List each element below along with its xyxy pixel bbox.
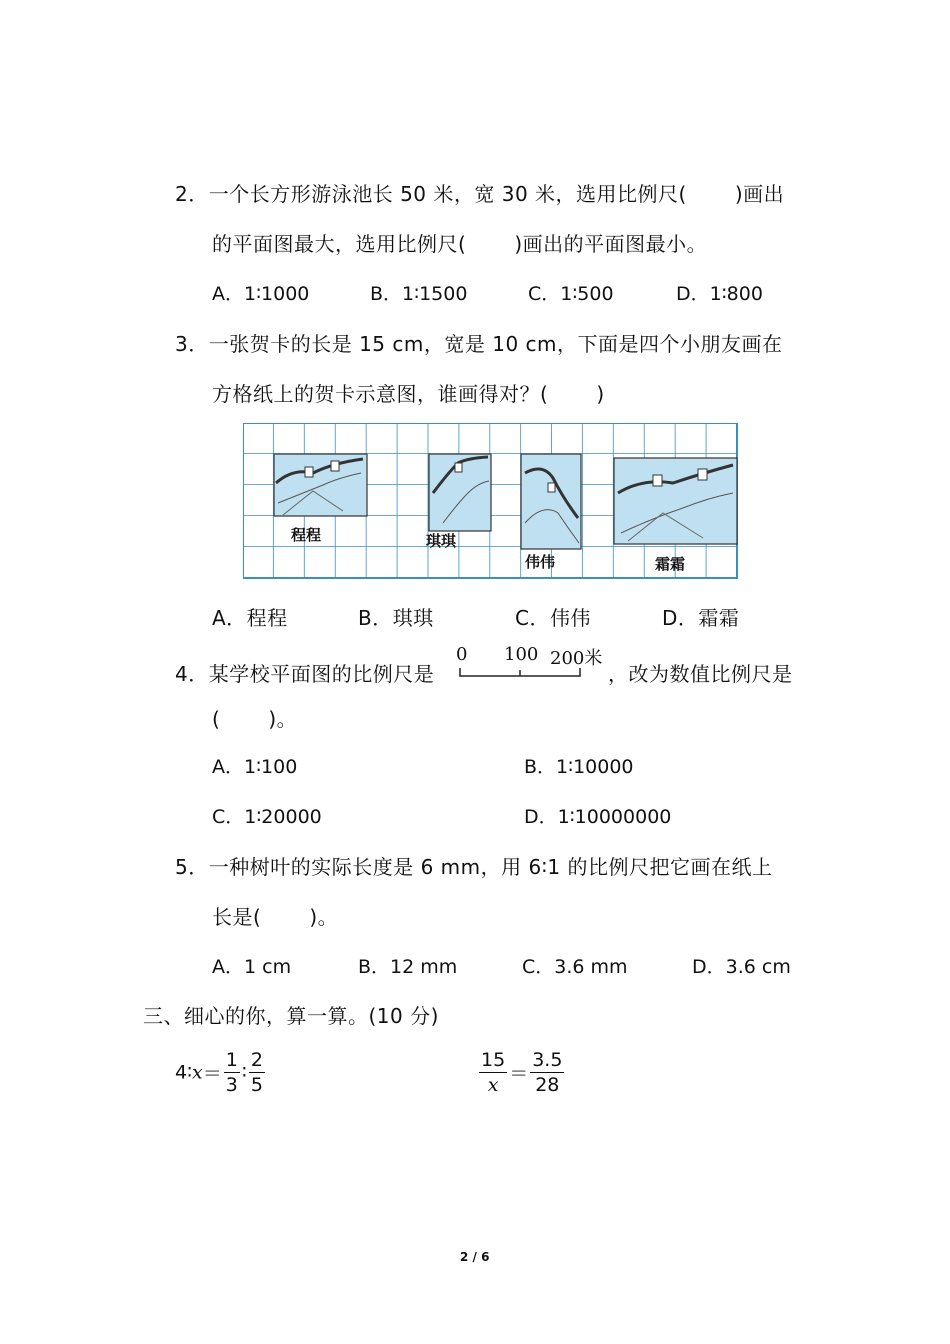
figure-label-weiwei: 伟伟 <box>525 553 556 571</box>
fraction-15-over-x: $\frac{15}{x}$ <box>481 1049 506 1096</box>
fraction-one-third: $\frac{1}{3}$ <box>225 1049 238 1096</box>
q5-option-c[interactable]: C．3.6 mm <box>522 956 628 978</box>
figure-label-qiqi: 琪琪 <box>426 532 457 550</box>
q2-line2: 的平面图最大，选用比例尺( )画出的平面图最小。 <box>212 232 708 256</box>
q2-option-b[interactable]: B．1∶1500 <box>370 283 468 305</box>
card-drawing-shuangshuang <box>614 458 737 544</box>
q4-line2: ( )。 <box>212 707 298 731</box>
q4-line1-tail: ，改为数值比例尺是 <box>608 662 793 686</box>
page-number: 2 / 6 <box>460 1250 490 1264</box>
q2-line1: 2．一个长方形游泳池长 50 米，宽 30 米，选用比例尺( )画出 <box>175 182 785 206</box>
q3-option-d[interactable]: D．霜霜 <box>662 606 740 630</box>
scale-bar-line <box>456 666 586 678</box>
scale-tick-100: 100 <box>504 644 539 665</box>
card-drawing-weiwei <box>521 454 581 549</box>
scale-tick-0: 0 <box>456 644 468 665</box>
fraction-two-fifths: $\frac{2}{5}$ <box>250 1049 263 1096</box>
q5-option-a[interactable]: A．1 cm <box>212 956 292 978</box>
card-drawing-chengcheng <box>274 454 367 516</box>
q3-option-b[interactable]: B．琪琪 <box>358 606 434 630</box>
q4-line1-text: 4．某学校平面图的比例尺是 <box>175 662 435 686</box>
q4-option-a[interactable]: A．1∶100 <box>212 756 298 778</box>
q5-option-d[interactable]: D．3.6 cm <box>692 956 791 978</box>
line-scale-bar <box>456 644 606 680</box>
q3-option-a[interactable]: A．程程 <box>212 606 288 630</box>
figure-label-chengcheng: 程程 <box>291 526 322 544</box>
card-drawing-qiqi <box>429 454 491 531</box>
q3-line1: 3．一张贺卡的长是 15 cm，宽是 10 cm，下面是四个小朋友画在 <box>175 332 783 356</box>
scale-tick-200: 200米 <box>550 648 603 669</box>
equation-2: $\frac{15}{x}$ ＝ $\frac{3.5}{28}$ <box>481 1049 563 1096</box>
q4-option-b[interactable]: B．1∶10000 <box>524 756 634 778</box>
q2-option-c[interactable]: C．1∶500 <box>528 283 614 305</box>
q5-option-b[interactable]: B．12 mm <box>358 956 458 978</box>
equation-1: 4∶x＝ $\frac{1}{3}$ ∶ $\frac{2}{5}$ <box>175 1049 263 1096</box>
q3-option-c[interactable]: C．伟伟 <box>515 606 591 630</box>
q3-line2: 方格纸上的贺卡示意图，谁画得对？( ) <box>212 382 605 406</box>
section3-heading: 三、细心的你，算一算。(10 分) <box>143 1004 439 1028</box>
q5-line1: 5．一种树叶的实际长度是 6 mm，用 6∶1 的比例尺把它画在纸上 <box>175 855 773 879</box>
q2-option-d[interactable]: D．1∶800 <box>676 283 763 305</box>
q5-line2: 长是( )。 <box>212 905 339 929</box>
q2-option-a[interactable]: A．1∶1000 <box>212 283 310 305</box>
figure-label-shuangshuang: 霜霜 <box>655 555 686 573</box>
fraction-3.5-over-28: $\frac{3.5}{28}$ <box>532 1049 563 1096</box>
q4-option-c[interactable]: C．1∶20000 <box>212 806 322 828</box>
q4-option-d[interactable]: D．1∶10000000 <box>524 806 672 828</box>
